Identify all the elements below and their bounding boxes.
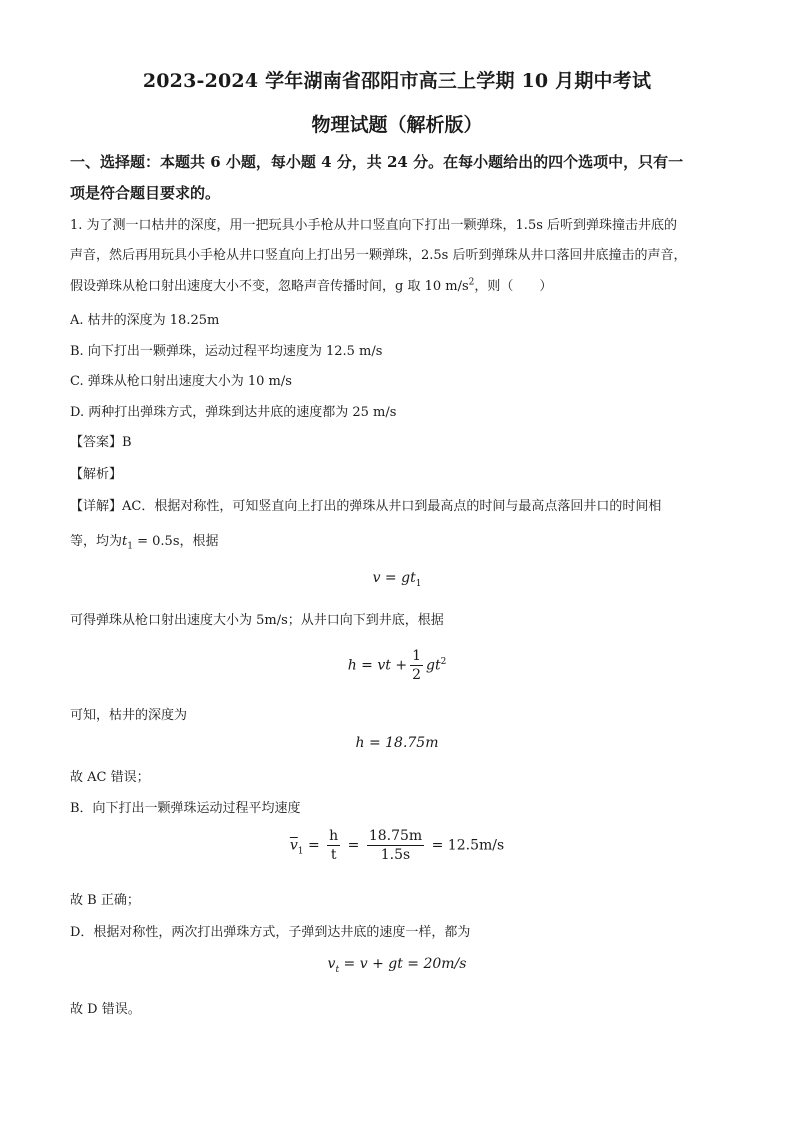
equation-h-vt: h = vt + $\frac{1}{2}$ $gt^2$ <box>347 648 447 684</box>
question1-line3: 假设弹珠从枪口射出速度大小不变，忽略声音传播时间，g 取 10 $m/s^2$，则（ ） <box>70 277 553 294</box>
equation-final-velocity: $v_t = v$ + gt = 20m/s <box>327 956 467 975</box>
section-heading-line2: 项是符合题目要求的。 <box>70 184 221 202</box>
option-a: A. 枯井的深度为 18.25m <box>70 313 220 328</box>
exam-title: 2023-2024 学年湖南省邵阳市高三上学期 10 月期中考试 <box>142 70 652 92</box>
equation-average-velocity: $\overline{v}_1$ = $\frac{h}{t}$ = $\frac{18.75m}{1.5s}$ = 12.5m/s <box>289 828 505 864</box>
text-d-intro: D．根据对称性，两次打出弹珠方式，子弹到达井底的速度一样，都为 <box>70 925 471 940</box>
option-c: C. 弹珠从枪口射出速度大小为 10 m/s <box>70 374 292 389</box>
text-ac-wrong: 故 AC 错误； <box>70 770 150 785</box>
equation-h-result: h = 18.75m <box>355 735 439 751</box>
answer-label: 【答案】B <box>70 435 132 450</box>
fraction-h-over-t: $\frac{h}{t}$ <box>329 828 339 864</box>
fraction-one-half: $\frac{1}{2}$ <box>412 648 421 684</box>
question1-line2: 声音，然后再用玩具小手枪从井口竖直向上打出另一颗弹珠，2.5s 后听到弹珠从井口落回井底撞击的声音， <box>70 248 687 263</box>
text-after-eq1: 可得弹珠从枪口射出速度大小为 5m/s；从井口向下到井底，根据 <box>70 613 444 628</box>
option-b: B. 向下打出一颗弹珠，运动过程平均速度为 12.5 m/s <box>70 344 383 359</box>
text-d-wrong: 故 D 错误。 <box>70 1002 141 1017</box>
text-b-right: 故 B 正确； <box>70 893 140 908</box>
detail-line2: 等，均为$t_1 = 0.5s$，根据 <box>70 534 219 552</box>
fraction-values: $\frac{18.75m}{1.5s}$ <box>368 828 423 864</box>
exam-subtitle: 物理试题（解析版） <box>311 114 483 136</box>
detail-line1: 【详解】AC．根据对称性，可知竖直向上打出的弹珠从井口到最高点的时间与最高点落回井口的时间相 <box>70 499 662 514</box>
section-heading-line1: 一、选择题：本题共 6 小题，每小题 4 分，共 24 分。在每小题给出的四个选项中，只有一 <box>70 153 684 171</box>
option-d: D. 两种打出弹珠方式，弹珠到达井底的速度都为 25 m/s <box>70 405 397 420</box>
question1-line1: 1. 为了测一口枯井的深度，用一把玩具小手枪从井口竖直向下打出一颗弹珠，1.5s 后听到弹珠撞击井底的 <box>70 218 678 233</box>
text-b-intro: B．向下打出一颗弹珠运动过程平均速度 <box>70 801 301 816</box>
equation-v-gt1: $v = gt_1$ <box>372 570 422 589</box>
analysis-label: 【解析】 <box>70 467 123 482</box>
text-kezhi: 可知，枯井的深度为 <box>70 708 188 723</box>
